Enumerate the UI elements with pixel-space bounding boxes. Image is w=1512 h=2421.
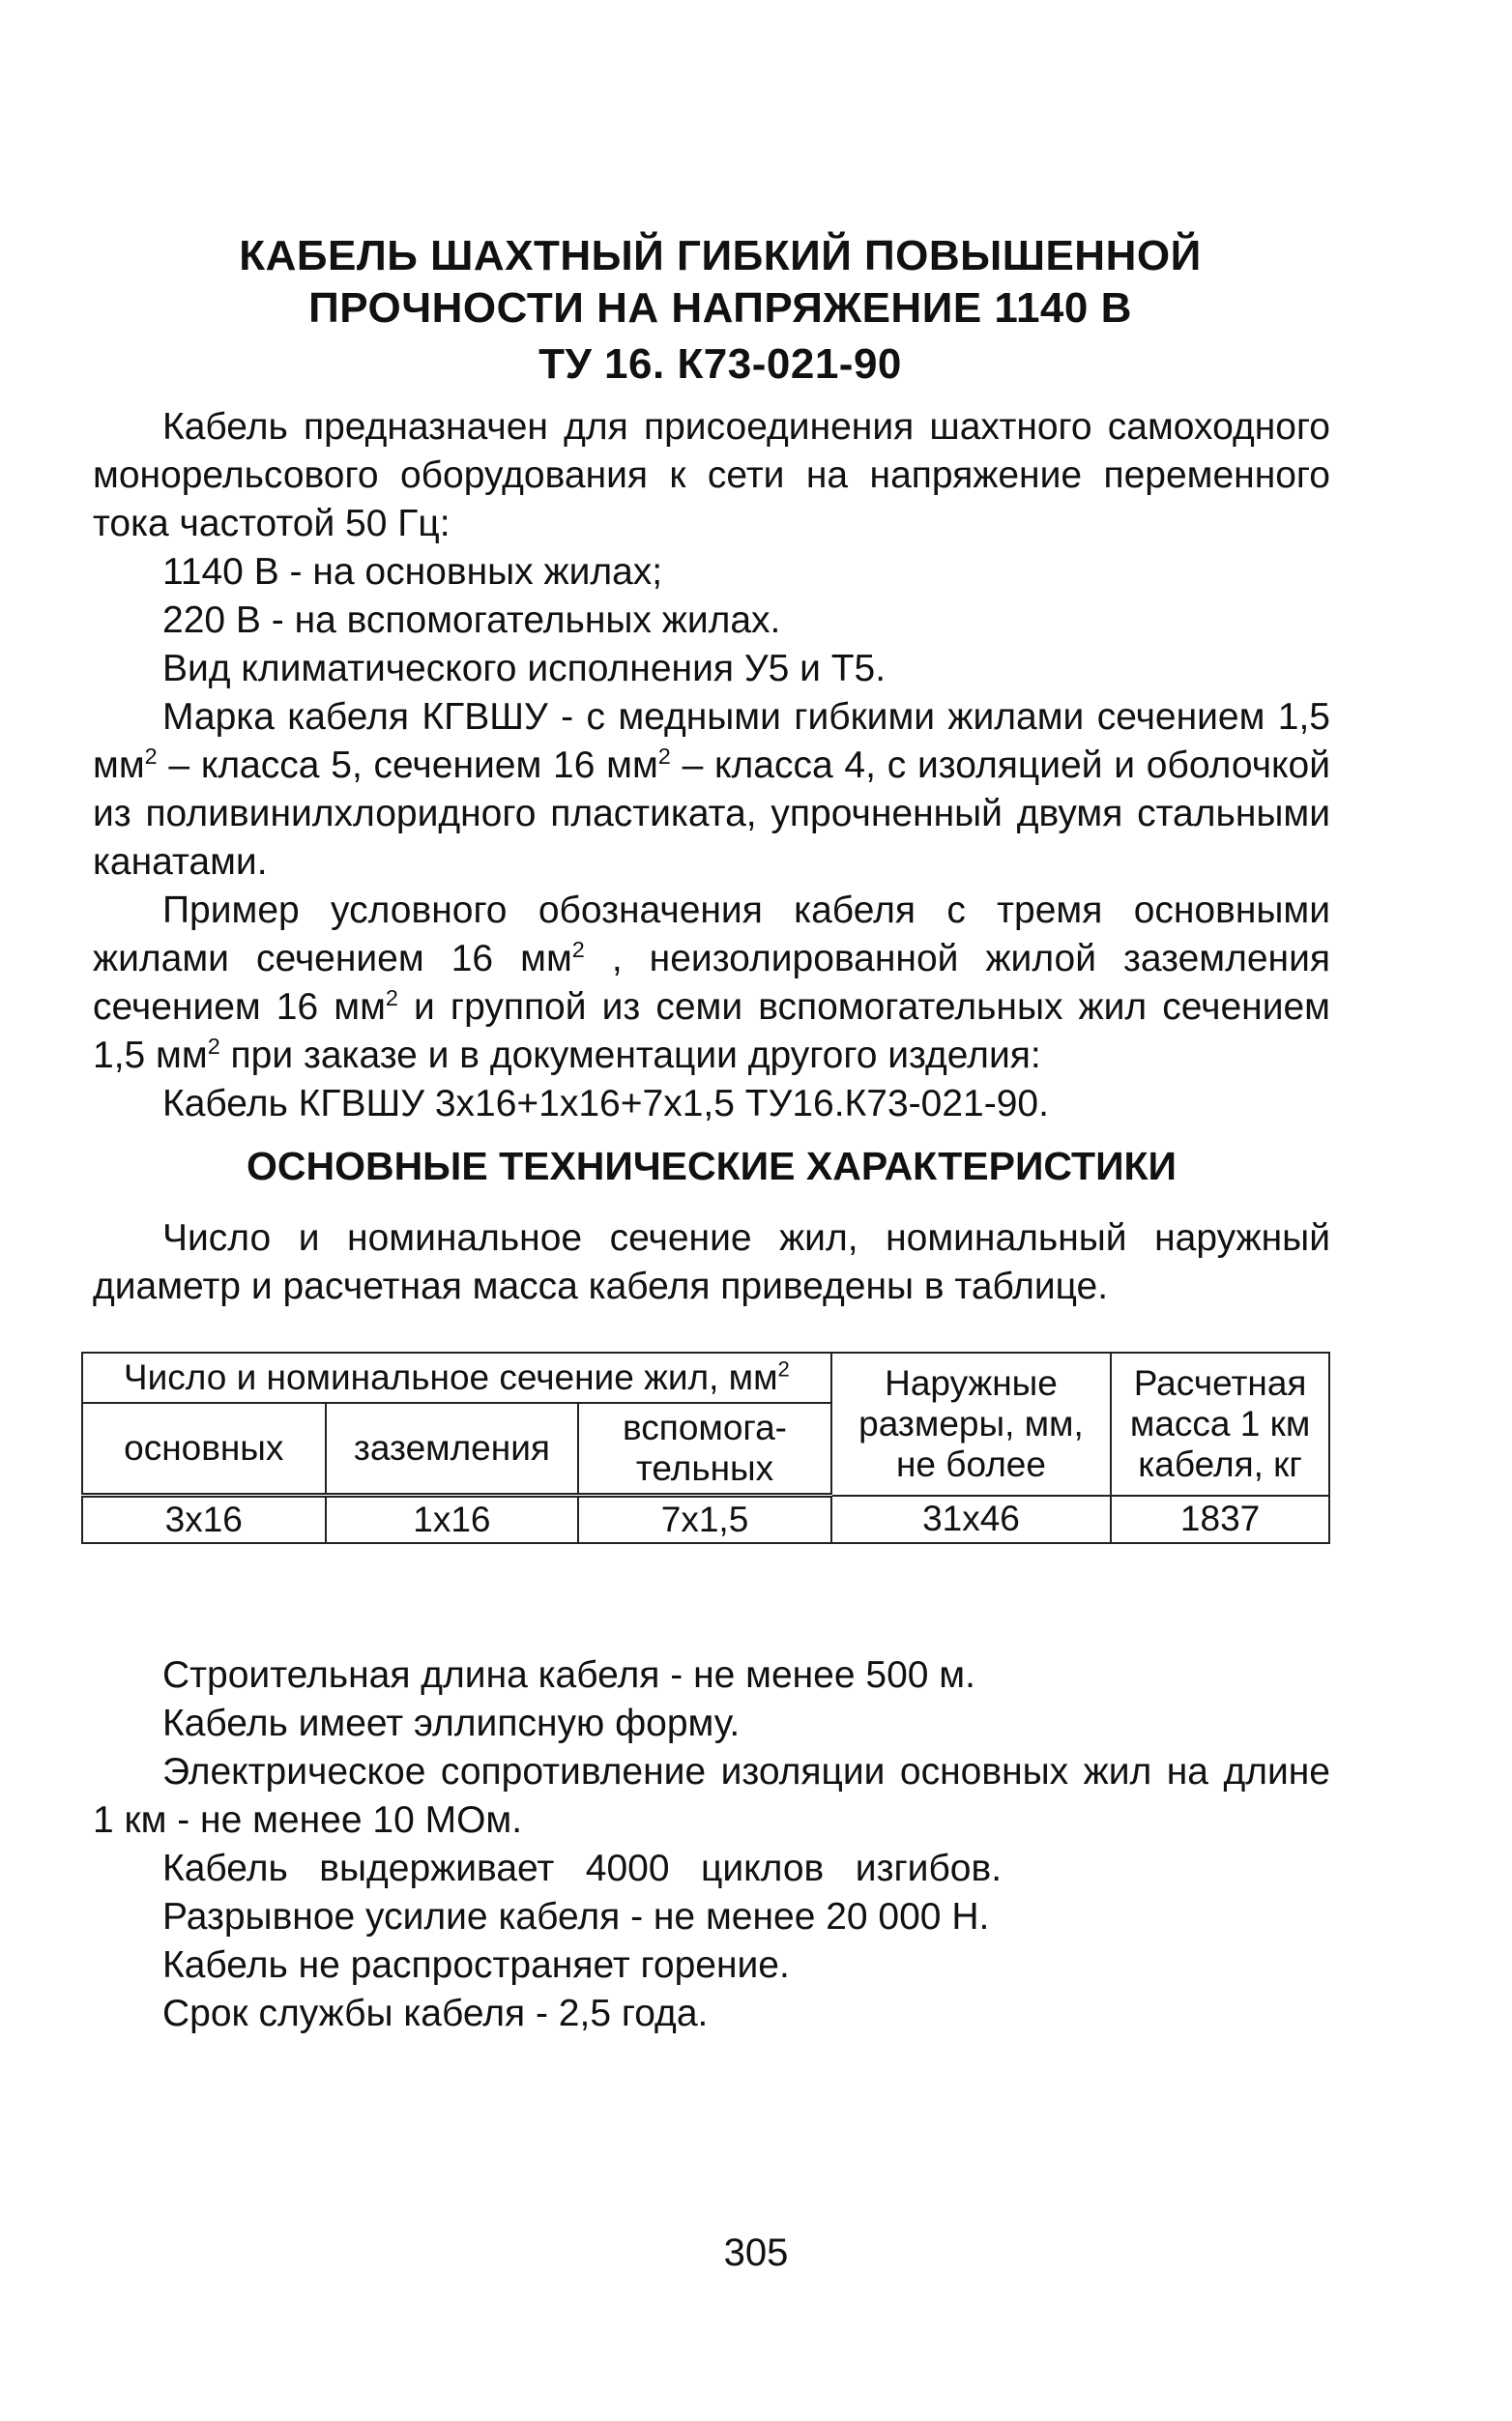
header-cores-group-label: Число и номинальное сечение жил, мм <box>123 1357 778 1397</box>
header-ground-core: заземления <box>326 1403 579 1496</box>
document-title-line-2: ПРОЧНОСТИ НА НАПРЯЖЕНИЕ 1140 В <box>308 284 1132 332</box>
header-main-cores: основных <box>82 1403 326 1496</box>
property-resistance: Электрическое сопротивление изоляции основных жил на длине 1 км - не менее 10 МОм. <box>93 1751 1330 1841</box>
cell-ground-core: 1х16 <box>326 1496 579 1544</box>
superscript-2: 2 <box>144 744 158 769</box>
header-cores-group <box>82 1353 831 1403</box>
example-text-c: и группой из семи вспомогательных жил сечением 1,5 мм <box>93 986 1330 1076</box>
brand-paragraph <box>93 693 1330 887</box>
section-title: ОСНОВНЫЕ ТЕХНИЧЕСКИЕ ХАРАКТЕРИСТИКИ <box>246 1144 1178 1188</box>
superscript-2: 2 <box>777 1356 790 1382</box>
document-title-line-1: КАБЕЛЬ ШАХТНЫЙ ГИБКИЙ ПОВЫШЕННОЙ <box>239 232 1202 279</box>
table-row <box>82 1496 1329 1544</box>
example-designation: Кабель КГВШУ 3х16+1х16+7х1,5 ТУ16.К73-021-90. <box>162 1083 1049 1124</box>
climate-line: Вид климатического исполнения У5 и Т5. <box>162 648 887 689</box>
specification-code: ТУ 16. К73-021-90 <box>538 340 902 388</box>
example-text-b: , неизолированной жилой заземления сечением 16 мм <box>93 938 1330 1028</box>
cell-mass: 1837 <box>1111 1496 1329 1544</box>
example-paragraph <box>93 887 1330 1080</box>
header-aux-cores: вспомога-тельных <box>578 1403 831 1496</box>
voltage-main-line: 1140 В - на основных жилах; <box>162 551 663 593</box>
table-intro-paragraph: Число и номинальное сечение жил, номинальный наружный диаметр и расчетная масса кабеля приведены в таблице. <box>93 1217 1330 1307</box>
superscript-2: 2 <box>385 985 398 1010</box>
example-text-d: при заказе и в документации другого изделия: <box>219 1035 1041 1076</box>
cable-specs-table <box>81 1352 1330 1544</box>
property-breaking: Разрывное усилие кабеля - не менее 20 000 Н. <box>162 1896 990 1938</box>
superscript-2: 2 <box>207 1034 220 1059</box>
header-mass: Расчетная масса 1 км кабеля, кг <box>1111 1353 1329 1496</box>
superscript-2: 2 <box>657 744 671 769</box>
property-length: Строительная длина кабеля - не менее 500 м. <box>162 1654 975 1696</box>
brand-text-b: – класса 5, сечением 16 мм <box>157 744 658 786</box>
cell-outer-size: 31х46 <box>831 1496 1111 1544</box>
example-text-a: Пример условного обозначения кабеля с тремя основными жилами сечением 16 мм <box>93 890 1330 979</box>
header-outer-size: Наружные размеры, мм, не более <box>831 1353 1111 1496</box>
page-number: 305 <box>723 2231 789 2274</box>
brand-text-c: – класса 4, с изоляцией и оболочкой из поливинилхлоридного пластиката, упрочненный двумя стальными канатами. <box>93 744 1330 883</box>
purpose-paragraph: Кабель предназначен для присоединения шахтного самоходного монорельсового оборудования к сети на напряжение переменного тока частотой 50 Гц: <box>93 406 1330 544</box>
cell-main-cores: 3х16 <box>82 1496 326 1544</box>
intro-section <box>93 403 1330 1128</box>
superscript-2: 2 <box>571 937 585 962</box>
voltage-aux-line: 220 В - на вспомогательных жилах. <box>162 599 781 641</box>
properties-section <box>93 1651 1330 2038</box>
brand-text-a: Марка кабеля КГВШУ - с медными гибкими жилами сечением 1,5 мм <box>93 696 1330 786</box>
table-intro-section <box>93 1214 1330 1311</box>
property-bending: Кабель выдерживает 4000 циклов изгибов. <box>162 1848 1003 1889</box>
table-header-row <box>82 1353 1329 1403</box>
property-flame: Кабель не распространяет горение. <box>162 1944 790 1986</box>
property-shape: Кабель имеет эллипсную форму. <box>162 1703 741 1744</box>
cell-aux-cores: 7х1,5 <box>578 1496 831 1544</box>
property-service-life: Срок службы кабеля - 2,5 года. <box>162 1993 709 2034</box>
